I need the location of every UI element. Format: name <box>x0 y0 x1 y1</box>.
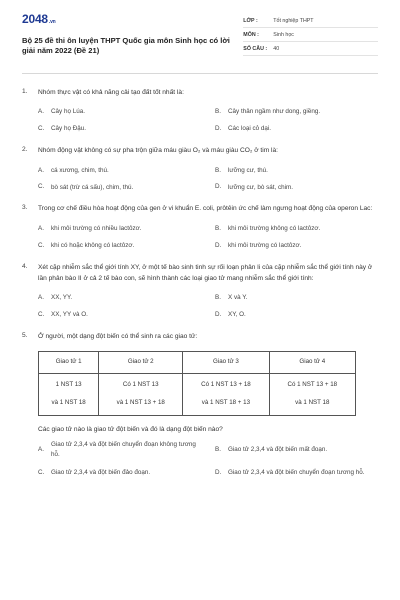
table-cell <box>269 373 355 415</box>
option-letter: A. <box>38 108 44 116</box>
option-letter: C. <box>38 468 45 476</box>
option-letter: D. <box>215 310 222 318</box>
gamete-table <box>38 351 356 416</box>
option-letter: A. <box>38 294 44 302</box>
cell-line-2: và 1 NST 13 + 18 <box>116 399 165 407</box>
option-b[interactable] <box>215 166 378 176</box>
option-text: khi môi trường không có lactôzơ. <box>228 225 321 233</box>
cell-line-1: Có 1 NST 13 <box>122 381 159 389</box>
question-text: Nhóm động vật không có sự pha trộn giữa máu giàu O₂ và máu giàu CO₂ ở tim là: <box>38 146 279 154</box>
option-text: Giao tử 2,3,4 và đột biến chuyển đoạn không tương hỗ. <box>51 441 196 459</box>
option-text: X và Y. <box>228 294 248 302</box>
meta-row-subject <box>243 28 378 42</box>
option-d[interactable] <box>215 183 378 193</box>
table-header-cell: Giao tử 4 <box>269 351 355 373</box>
table-header-row <box>39 351 356 373</box>
option-text: khi môi trường có nhiều lactôzơ. <box>51 225 142 233</box>
meta-key: SỐ CÂU : <box>243 46 268 53</box>
option-group <box>22 107 378 134</box>
table-cell <box>99 373 183 415</box>
option-c[interactable] <box>38 468 201 478</box>
option-b[interactable] <box>215 107 378 117</box>
option-group <box>22 440 378 477</box>
cell-line-1: Có 1 NST 13 + 18 <box>201 381 251 389</box>
option-d[interactable] <box>215 241 378 251</box>
question-1 <box>22 88 378 134</box>
option-letter: D. <box>215 124 222 132</box>
option-c[interactable] <box>38 183 201 193</box>
option-a[interactable] <box>38 440 201 460</box>
table-cell <box>183 373 269 415</box>
option-letter: A. <box>38 224 44 232</box>
option-c[interactable] <box>38 241 201 251</box>
question-number: 3. <box>22 204 28 212</box>
question-5 <box>22 332 378 478</box>
option-text: lưỡng cư, bò sát, chim. <box>228 183 294 191</box>
table-cell <box>39 373 99 415</box>
cell-line-2: và 1 NST 18 <box>295 399 330 407</box>
meta-key: MÔN : <box>243 32 259 39</box>
option-text: lưỡng cư, thú. <box>228 166 268 174</box>
option-text: Cây họ Đậu. <box>51 125 87 133</box>
option-b[interactable] <box>215 224 378 234</box>
option-c[interactable] <box>38 310 201 320</box>
option-text: Các loại cỏ dại. <box>228 125 272 133</box>
question-list <box>22 88 378 478</box>
table-header-cell: Giao tử 1 <box>39 351 99 373</box>
option-b[interactable] <box>215 440 378 460</box>
option-text: XY, O. <box>228 311 246 319</box>
question-number: 1. <box>22 87 28 95</box>
option-group <box>22 224 378 251</box>
option-text: cá xương, chim, thú. <box>51 166 109 174</box>
option-b[interactable] <box>215 293 378 303</box>
cell-line-2: và 1 NST 18 + 13 <box>201 399 251 407</box>
option-text: Giao tử 2,3,4 và đột biến mất đoạn. <box>228 446 328 454</box>
option-text: khi có hoặc không có lactôzơ. <box>51 241 135 249</box>
option-letter: C. <box>38 124 45 132</box>
option-letter: B. <box>215 166 221 174</box>
option-letter: D. <box>215 468 222 476</box>
sub-question-text: Các giao tử nào là giao tử đột biến và đó là dạng đột biến nào? <box>38 425 223 433</box>
table-header-cell: Giao tử 3 <box>183 351 269 373</box>
exam-meta <box>243 12 378 57</box>
cell-line-2: và 1 NST 18 <box>51 399 86 407</box>
meta-row-count <box>243 42 378 56</box>
question-text: Ở người, một dạng đột biến có thể sinh ra các giao tử: <box>38 332 198 340</box>
meta-row-class <box>243 14 378 28</box>
option-group <box>22 166 378 193</box>
logo-suffix: .vn <box>48 19 56 25</box>
option-letter: D. <box>215 241 222 249</box>
meta-key: LỚP : <box>243 18 258 25</box>
option-c[interactable] <box>38 124 201 134</box>
option-a[interactable] <box>38 224 201 234</box>
option-letter: B. <box>215 224 221 232</box>
option-text: Cây họ Lúa. <box>51 108 85 116</box>
option-letter: C. <box>38 310 45 318</box>
option-letter: D. <box>215 183 222 191</box>
option-d[interactable] <box>215 468 378 478</box>
meta-value: Sinh học <box>273 32 294 39</box>
question-number: 4. <box>22 262 28 270</box>
question-text: Nhóm thực vật có khả năng cải tạo đất tốt nhất là: <box>38 88 184 96</box>
option-text: khi môi trường có lactôzơ. <box>228 241 302 249</box>
option-letter: B. <box>215 446 221 453</box>
logo-main: 2048 <box>22 12 48 26</box>
option-a[interactable] <box>38 293 201 303</box>
option-text: XX, YY. <box>51 294 73 302</box>
question-2 <box>22 146 378 192</box>
cell-line-1: 1 NST 13 <box>55 381 82 389</box>
site-logo[interactable] <box>22 12 243 28</box>
option-a[interactable] <box>38 107 201 117</box>
exam-header <box>22 12 378 74</box>
option-letter: C. <box>38 241 45 249</box>
option-text: XX, YY và O. <box>51 311 88 319</box>
question-3 <box>22 204 378 250</box>
option-d[interactable] <box>215 310 378 320</box>
option-group <box>22 293 378 320</box>
table-row <box>39 373 356 415</box>
question-number: 2. <box>22 145 28 153</box>
question-text: Xét cặp nhiễm sắc thể giới tính XY, ở một tế bào sinh tinh sự rối loạn phân li của cặp nhiễm sắc thể giới tính này ở lần phân bào II ở cả 2 tế bào con, sẽ hình thành các loại giao tử mang nhiễm sắc thể giới tính: <box>38 263 373 282</box>
question-4 <box>22 263 378 320</box>
option-text: Giao tử 2,3,4 và đột biến chuyển đoạn tương hỗ. <box>228 468 365 476</box>
meta-value: Tốt nghiệp THPT <box>273 18 314 25</box>
header-left <box>22 12 243 57</box>
option-letter: A. <box>38 166 44 174</box>
option-text: Giao tử 2,3,4 và đột biến đảo đoạn. <box>51 468 151 476</box>
option-letter: A. <box>38 446 44 453</box>
meta-value: 40 <box>273 46 280 53</box>
question-number: 5. <box>22 331 28 339</box>
table-header-cell: Giao tử 2 <box>99 351 183 373</box>
option-d[interactable] <box>215 124 378 134</box>
option-letter: B. <box>215 108 221 116</box>
question-text: Trong cơ chế điều hòa hoạt động của gen ở vi khuẩn E. coli, prôtêin ức chế làm ngưng hoạt động của operon Lac: <box>38 205 373 213</box>
option-letter: C. <box>38 183 45 191</box>
option-letter: B. <box>215 294 221 302</box>
option-text: Cây thân ngầm như dong, giềng. <box>228 108 321 116</box>
document-title: Bộ 25 đề thi ôn luyện THPT Quốc gia môn Sinh học có lời giải năm 2022 (Đề 21) <box>22 35 230 56</box>
cell-line-1: Có 1 NST 13 + 18 <box>287 381 338 389</box>
option-text: bò sát (trừ cá sấu), chim, thú. <box>51 183 134 191</box>
option-a[interactable] <box>38 166 201 176</box>
